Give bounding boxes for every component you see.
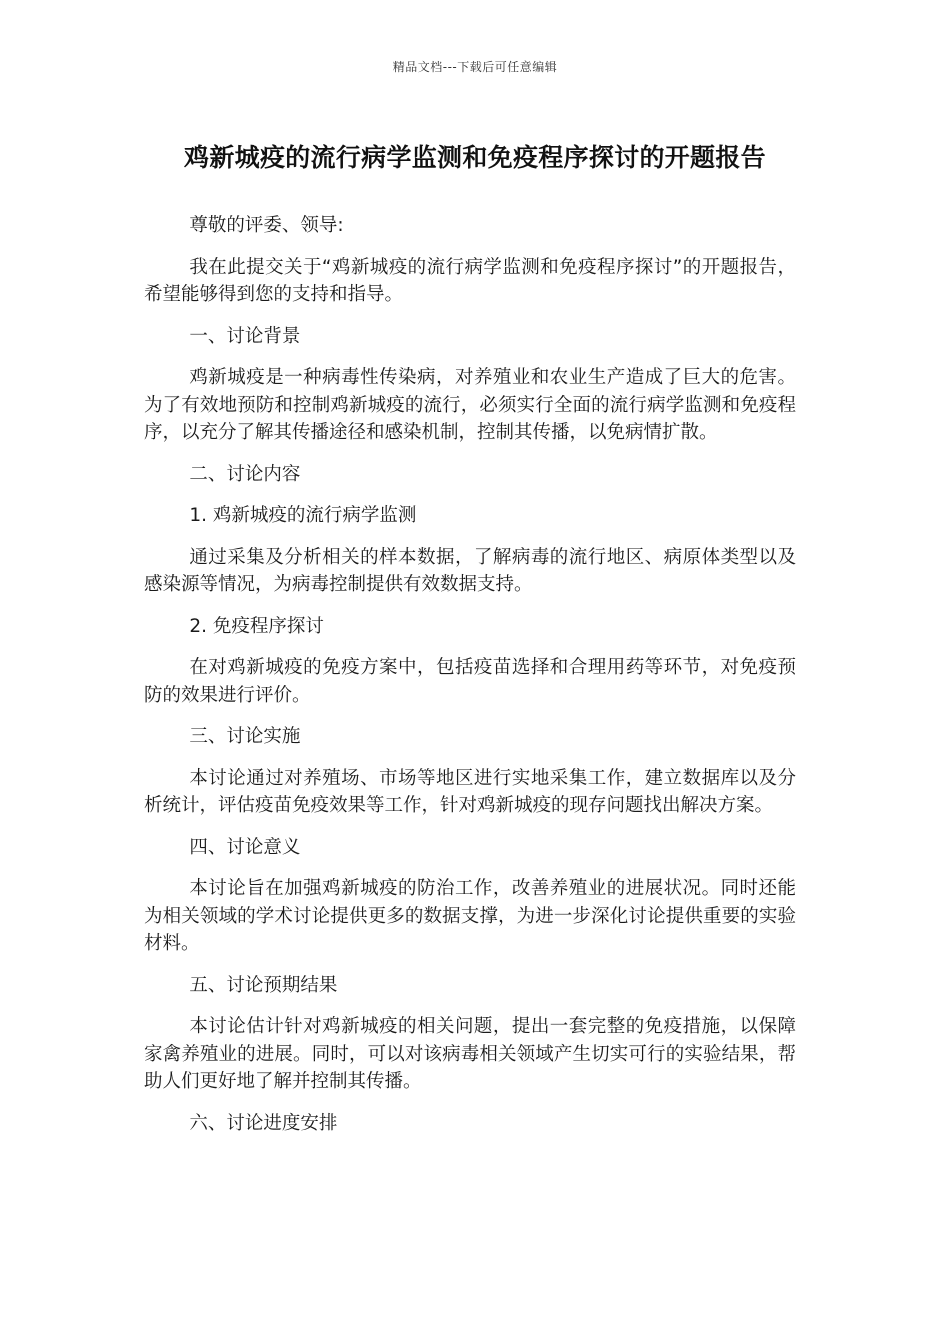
intro-paragraph: 我在此提交关于“鸡新城疫的流行病学监测和免疫程序探讨”的开题报告，希望能够得到您的支持和指导。 — [144, 256, 796, 305]
section-heading-expected-results: 五、讨论预期结果 — [189, 974, 338, 996]
section-heading-content: 二、讨论内容 — [189, 463, 301, 485]
implementation-paragraph: 本讨论通过对养殖场、市场等地区进行实地采集工作，建立数据库以及分析统计，评估疫苗免疫效果等工作，针对鸡新城疫的现存问题找出解决方案。 — [144, 767, 796, 816]
section-heading-significance: 四、讨论意义 — [189, 836, 301, 858]
header-note: 精品文档---下载后可任意编辑 — [392, 60, 558, 74]
section-heading-implementation: 三、讨论实施 — [189, 726, 301, 747]
background-paragraph: 鸡新城疫是一种病毒性传染病，对养殖业和农业生产造成了巨大的危害。为了有效地预防和控制鸡新城疫的流行，必须实行全面的流行病学监测和免疫程序，以充分了解其传播途径和感染机制，控制其传播，以免病情扩散。 — [144, 367, 796, 443]
document-title: 鸡新城疫的流行病学监测和免疫程序探讨的开题报告 — [184, 143, 766, 172]
significance-paragraph: 本讨论旨在加强鸡新城疫的防治工作，改善养殖业的进展状况。同时还能为相关领域的学术讨论提供更多的数据支撑，为进一步深化讨论提供重要的实验材料。 — [144, 878, 796, 954]
immunization-paragraph: 在对鸡新城疫的免疫方案中，包括疫苗选择和合理用药等环节，对免疫预防的效果进行评价。 — [144, 657, 796, 706]
subheading-immunization: 2. 免疫程序探讨 — [189, 615, 324, 637]
epidemiology-paragraph: 通过采集及分析相关的样本数据，了解病毒的流行地区、病原体类型以及感染源等情况，为病毒控制提供有效数据支持。 — [144, 546, 796, 595]
salutation: 尊敬的评委、领导: — [189, 215, 344, 236]
subheading-epidemiology: 1. 鸡新城疫的流行病学监测 — [189, 505, 417, 526]
document-body — [144, 212, 796, 1151]
section-heading-background: 一、讨论背景 — [189, 325, 301, 347]
section-heading-schedule: 六、讨论进度安排 — [189, 1112, 338, 1134]
expected-results-paragraph: 本讨论估计针对鸡新城疫的相关问题，提出一套完整的免疫措施，以保障家禽养殖业的进展。同时，可以对该病毒相关领域产生切实可行的实验结果，帮助人们更好地了解并控制其传播。 — [144, 1016, 796, 1092]
